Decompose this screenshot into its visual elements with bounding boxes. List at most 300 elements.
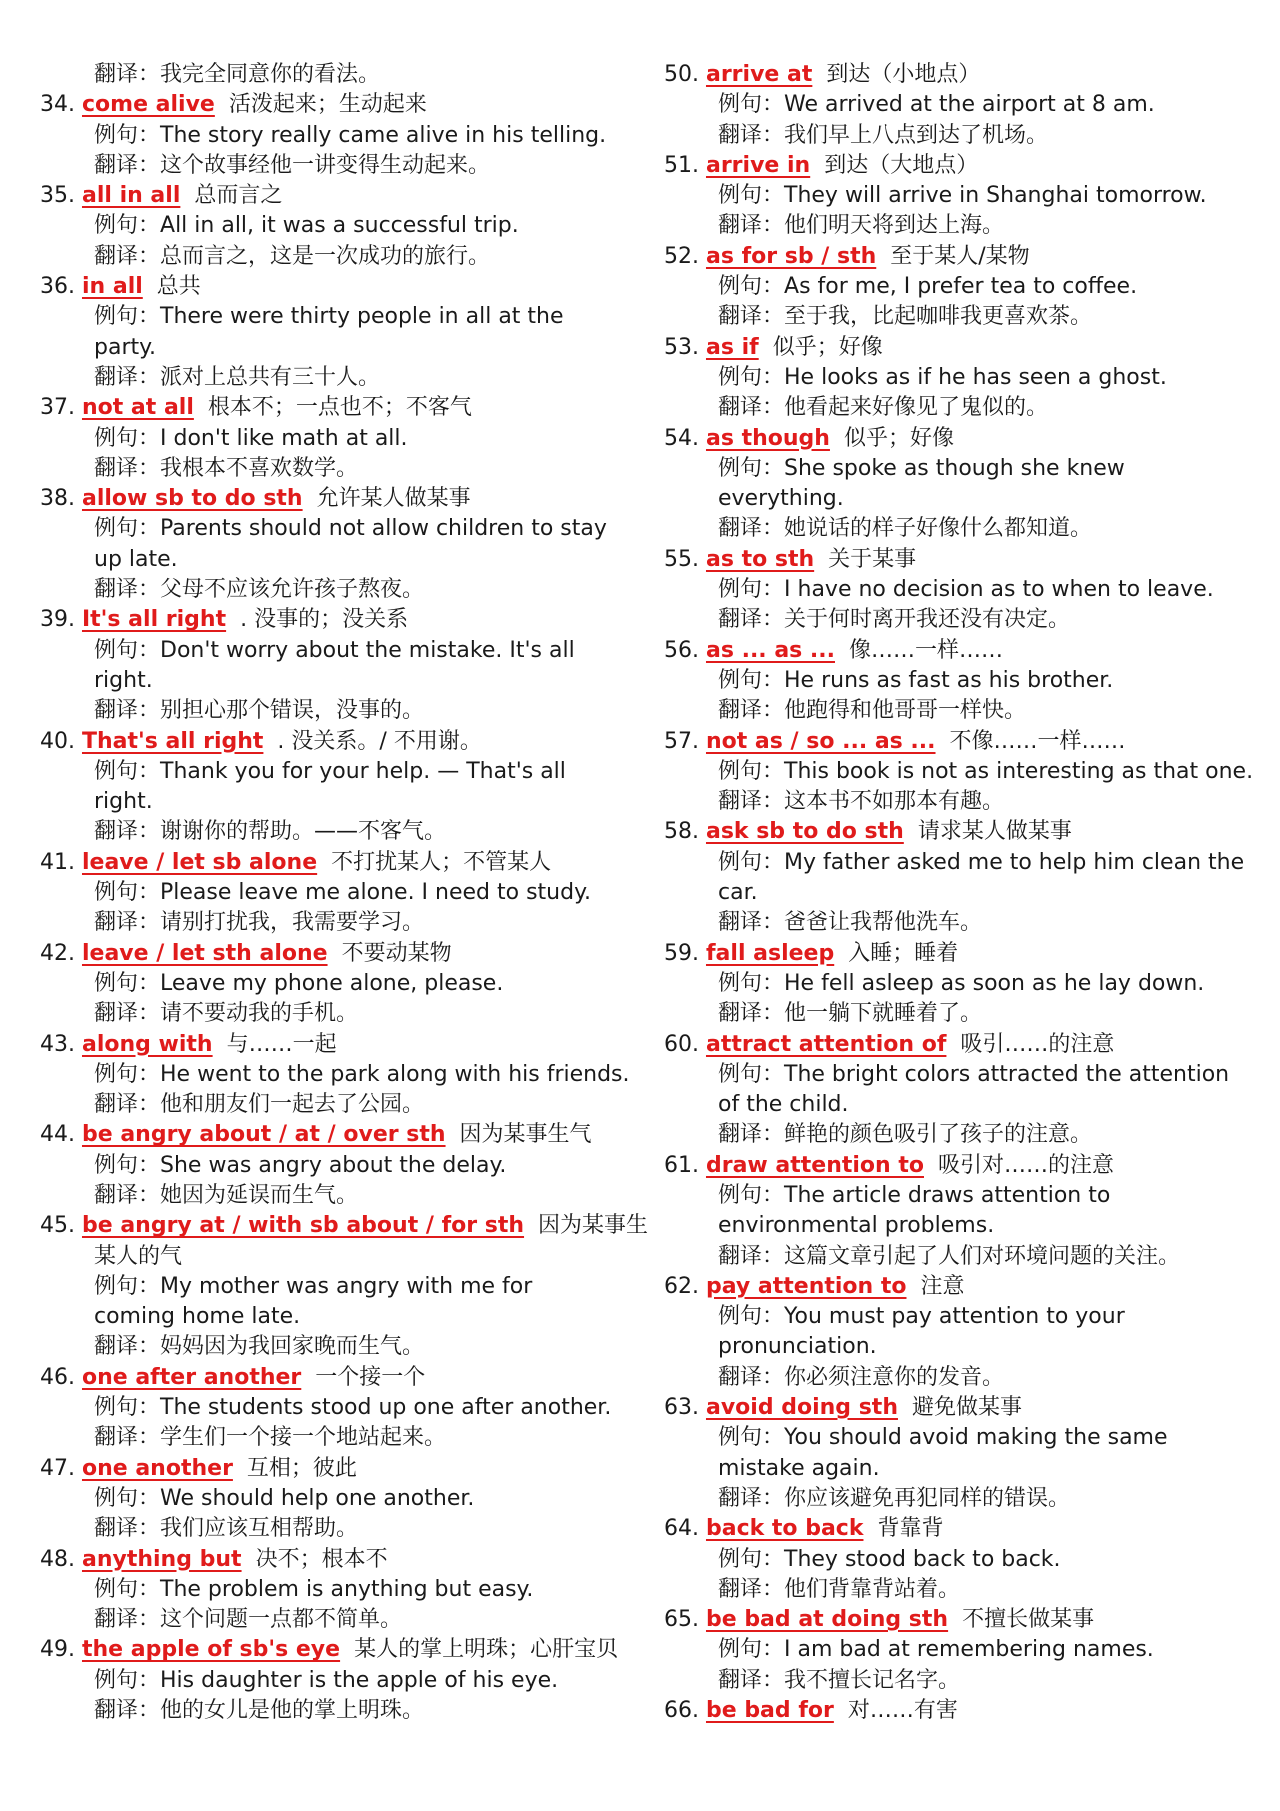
- entry-heading: [40, 272, 640, 302]
- phrase-term: attract attention of: [705, 1031, 947, 1057]
- example-sentence: [664, 272, 1272, 302]
- phrase-term: anything but: [81, 1546, 242, 1572]
- example-sentence: [664, 90, 1272, 120]
- example-sentence: [40, 121, 640, 151]
- phrase-meaning: 至于某人/某物: [890, 243, 1030, 269]
- phrase-entry: [40, 1120, 640, 1211]
- example-sentence: [40, 1060, 640, 1090]
- example-text: Please leave me alone. I need to study.: [160, 880, 591, 906]
- entry-number: 42.: [40, 940, 82, 966]
- translation-sentence: [40, 817, 640, 847]
- entry-heading: [664, 545, 1272, 575]
- translation-text: 鲜艳的颜色吸引了孩子的注意。: [784, 1122, 1093, 1148]
- translation-text: 学生们一个接一个地站起来。: [160, 1425, 447, 1451]
- example-text: There were thirty people in all at the: [160, 304, 564, 330]
- translation-label: 翻译：: [718, 910, 785, 936]
- phrase-term: as if: [705, 334, 759, 360]
- phrase-entry: [664, 817, 1272, 938]
- phrase-entry: [664, 545, 1272, 636]
- phrase-meaning: 允许某人做某事: [316, 486, 471, 512]
- entry-number: 57.: [664, 728, 706, 754]
- translation-text: 我根本不喜欢数学。: [160, 455, 359, 481]
- entry-heading: [664, 1696, 1272, 1726]
- example-label: 例句：: [718, 1546, 785, 1572]
- example-sentence: [664, 666, 1272, 696]
- translation-text: 你应该避免再犯同样的错误。: [784, 1485, 1071, 1511]
- example-text: As for me, I prefer tea to coffee.: [784, 274, 1138, 300]
- entry-heading: [664, 1030, 1272, 1060]
- example-sentence-continued: [40, 545, 640, 575]
- example-label: 例句：: [94, 122, 161, 148]
- translation-text: 我们应该互相帮助。: [160, 1516, 359, 1542]
- phrase-term: leave / let sth alone: [81, 940, 328, 966]
- entry-number: 43.: [40, 1031, 82, 1057]
- example-label: 例句：: [94, 516, 161, 542]
- translation-label: 翻译：: [94, 243, 161, 269]
- entry-heading: [40, 1454, 640, 1484]
- translation-label: 翻译：: [94, 455, 161, 481]
- translation-label: 翻译：: [718, 698, 785, 724]
- phrase-entry: [40, 848, 640, 939]
- translation-text: 谢谢你的帮助。——不客气。: [160, 819, 447, 845]
- phrase-entry: [664, 1696, 1272, 1726]
- translation-label: 翻译：: [718, 1001, 785, 1027]
- translation-sentence: [40, 696, 640, 726]
- phrase-term: one another: [81, 1455, 233, 1481]
- entry-number: 45.: [40, 1213, 82, 1239]
- example-text: Leave my phone alone, please.: [160, 970, 504, 996]
- translation-sentence: [40, 242, 640, 272]
- translation-sentence: [664, 211, 1272, 241]
- translation-label: 翻译：: [718, 607, 785, 633]
- translation-label: 翻译：: [94, 1182, 161, 1208]
- phrase-term: be bad for: [705, 1698, 834, 1724]
- example-label: 例句：: [718, 455, 785, 481]
- phrase-meaning: 像……一样……: [849, 637, 1004, 663]
- translation-sentence: [40, 454, 640, 484]
- translation-label: 翻译：: [94, 364, 161, 390]
- example-sentence-continued: [664, 484, 1272, 514]
- entry-number: 50.: [664, 62, 706, 87]
- translation-sentence: [40, 1605, 640, 1635]
- phrase-entry: [664, 1605, 1272, 1696]
- phrase-term: allow sb to do sth: [81, 486, 303, 512]
- phrase-entry: [664, 636, 1272, 727]
- example-label: 例句：: [94, 970, 161, 996]
- translation-sentence: [664, 302, 1272, 332]
- translation-text: 这个故事经他一讲变得生动起来。: [160, 152, 491, 178]
- translation-label: 翻译：: [94, 1425, 161, 1451]
- example-sentence: [664, 575, 1272, 605]
- example-label: 例句：: [718, 849, 785, 875]
- example-text: The students stood up one after another.: [160, 1395, 612, 1421]
- translation-sentence: [664, 1242, 1272, 1272]
- example-label: 例句：: [94, 758, 161, 784]
- translation-sentence: [40, 999, 640, 1029]
- phrase-meaning: 与……一起: [226, 1031, 337, 1057]
- example-sentence-continued: [40, 1302, 640, 1332]
- example-text: Don't worry about the mistake. It's all: [160, 637, 575, 663]
- entry-number: 66.: [664, 1698, 706, 1724]
- example-text: I have no decision as to when to leave.: [784, 577, 1214, 603]
- right-entry-list: [664, 60, 1272, 1726]
- translation-sentence: [40, 1090, 640, 1120]
- entry-heading: [664, 333, 1272, 363]
- entry-number: 59.: [664, 940, 706, 966]
- phrase-meaning: 总而言之: [194, 183, 283, 209]
- translation-text: 至于我，比起咖啡我更喜欢茶。: [784, 304, 1093, 330]
- translation-sentence: [40, 1423, 640, 1453]
- phrase-term: not at all: [81, 395, 194, 421]
- example-sentence: [40, 1272, 640, 1302]
- entry-heading: [664, 636, 1272, 666]
- translation-label: 翻译：: [94, 152, 161, 178]
- phrase-meaning: 总共: [156, 274, 201, 300]
- example-text: My father asked me to help him clean the: [784, 849, 1245, 875]
- translation-sentence: [664, 393, 1272, 423]
- translation-sentence: [40, 363, 640, 393]
- phrase-entry: [40, 605, 640, 726]
- example-sentence: [40, 1393, 640, 1423]
- translation-text: 别担心那个错误，没事的。: [160, 698, 425, 724]
- example-text: party.: [94, 334, 156, 360]
- entry-number: 37.: [40, 395, 82, 421]
- phrase-meaning: 吸引对……的注意: [938, 1152, 1115, 1178]
- example-sentence: [664, 1181, 1272, 1211]
- example-label: 例句：: [94, 1395, 161, 1421]
- left-entry-list: [40, 90, 649, 1726]
- example-sentence-continued: [664, 1211, 1272, 1241]
- entry-number: 56.: [664, 637, 706, 663]
- example-sentence-continued: [40, 333, 640, 363]
- translation-label: 翻译：: [94, 577, 161, 603]
- translation-label: 翻译：: [94, 1092, 161, 1118]
- phrase-entry: [40, 181, 640, 272]
- translation-text: 请不要动我的手机。: [160, 1001, 359, 1027]
- translation-sentence: [664, 696, 1272, 726]
- translation-sentence: [40, 1696, 640, 1726]
- phrase-entry: [664, 242, 1272, 333]
- example-text: The problem is anything but easy.: [160, 1576, 534, 1602]
- phrase-term: as for sb / sth: [705, 243, 877, 269]
- example-text: We arrived at the airport at 8 am.: [784, 92, 1155, 118]
- example-label: 例句：: [718, 577, 785, 603]
- translation-sentence: [664, 1666, 1272, 1696]
- entry-heading: [40, 393, 640, 423]
- entry-heading: [664, 1151, 1272, 1181]
- phrase-entry: [40, 1545, 640, 1636]
- entry-heading: [664, 424, 1272, 454]
- entry-heading: [40, 1030, 640, 1060]
- example-sentence: [664, 1423, 1272, 1453]
- example-label: 例句：: [94, 880, 161, 906]
- translation-text: 请别打扰我，我需要学习。: [160, 910, 425, 936]
- phrase-entry: [40, 1030, 640, 1121]
- example-sentence: [40, 424, 640, 454]
- entry-number: 54.: [664, 425, 706, 451]
- translation-label: 翻译：: [718, 395, 785, 421]
- example-text: They will arrive in Shanghai tomorrow.: [784, 183, 1207, 209]
- translation-sentence: [664, 1120, 1272, 1150]
- translation-text: 这篇文章引起了人们对环境问题的关注。: [784, 1243, 1181, 1269]
- translation-label: 翻译：: [94, 698, 161, 724]
- phrase-entry: [40, 90, 640, 181]
- phrase-meaning: 不擅长做某事: [962, 1607, 1095, 1633]
- translation-text: 他和朋友们一起去了公园。: [160, 1092, 425, 1118]
- example-text: My mother was angry with me for: [160, 1273, 533, 1299]
- example-text: Thank you for your help. — That's all: [160, 758, 566, 784]
- example-label: 例句：: [94, 1485, 161, 1511]
- example-text: The article draws attention to: [784, 1182, 1111, 1208]
- entry-number: 40.: [40, 728, 82, 754]
- example-sentence-continued: [664, 878, 1272, 908]
- example-text: You should avoid making the same: [784, 1425, 1168, 1451]
- entry-heading: [664, 939, 1272, 969]
- translation-label: 翻译：: [718, 516, 785, 542]
- translation-text: 他的女儿是他的掌上明珠。: [160, 1698, 425, 1724]
- left-column: [40, 60, 649, 1726]
- entry-heading: [664, 242, 1272, 272]
- phrase-term: be angry at / with sb about / for sth: [81, 1213, 525, 1239]
- example-text: I am bad at remembering names.: [784, 1637, 1154, 1663]
- entry-number: 65.: [664, 1607, 706, 1633]
- phrase-entry: [40, 272, 640, 393]
- example-sentence: [664, 848, 1272, 878]
- translation-text: 总而言之，这是一次成功的旅行。: [160, 243, 491, 269]
- phrase-term: the apple of sb's eye: [81, 1637, 341, 1663]
- entry-number: 55.: [664, 546, 706, 572]
- translation-label: 翻译：: [94, 819, 161, 845]
- entry-heading: [40, 1363, 640, 1393]
- translation-sentence: [664, 1575, 1272, 1605]
- entry-heading: [664, 151, 1272, 181]
- example-text: The story really came alive in his telling.: [160, 122, 607, 148]
- translation-label: 翻译：: [94, 1698, 161, 1724]
- translation-text: 他跑得和他哥哥一样快。: [784, 698, 1027, 724]
- translation-label: 翻译：: [718, 304, 785, 330]
- example-sentence: [664, 454, 1272, 484]
- example-sentence-continued: [664, 1332, 1272, 1362]
- example-label: 例句：: [718, 1061, 785, 1087]
- entry-number: 51.: [664, 152, 706, 178]
- translation-sentence: [664, 787, 1272, 817]
- entry-heading: [40, 484, 640, 514]
- entry-number: 46.: [40, 1364, 82, 1390]
- example-label: 例句：: [94, 1152, 161, 1178]
- example-label: 例句：: [718, 1425, 785, 1451]
- phrase-meaning: 到达（小地点）: [826, 62, 981, 87]
- phrase-term: not as / so ... as ...: [705, 728, 936, 754]
- entry-heading: [664, 1514, 1272, 1544]
- phrase-term: ask sb to do sth: [705, 819, 904, 845]
- phrase-term: arrive at: [705, 62, 813, 87]
- example-text: of the child.: [718, 1092, 849, 1118]
- example-sentence: [664, 1060, 1272, 1090]
- example-text: right.: [94, 789, 153, 815]
- example-sentence: [664, 1635, 1272, 1665]
- example-sentence: [40, 1666, 640, 1696]
- entry-number: 52.: [664, 243, 706, 269]
- example-text: up late.: [94, 546, 178, 572]
- phrase-meaning: 不要动某物: [341, 940, 452, 966]
- translation-sentence: [40, 1332, 640, 1362]
- translation-text: 我不擅长记名字。: [784, 1667, 961, 1693]
- example-label: 例句：: [94, 1273, 161, 1299]
- example-text: He looks as if he has seen a ghost.: [784, 364, 1167, 390]
- entry-heading: [664, 727, 1272, 757]
- entry-number: 39.: [40, 607, 82, 633]
- phrase-entry: [664, 1514, 1272, 1605]
- phrase-meaning: 不像……一样……: [949, 728, 1126, 754]
- entry-number: 61.: [664, 1152, 706, 1178]
- entry-heading: [664, 1272, 1272, 1302]
- entry-number: 34.: [40, 92, 82, 118]
- phrase-meaning: 关于某事: [828, 546, 917, 572]
- example-text: She was angry about the delay.: [160, 1152, 507, 1178]
- example-sentence: [40, 514, 640, 544]
- entry-number: 62.: [664, 1273, 706, 1299]
- entry-heading: [40, 1120, 640, 1150]
- example-text: The bright colors attracted the attention: [784, 1061, 1230, 1087]
- entry-heading: [40, 181, 640, 211]
- example-text: You must pay attention to your: [784, 1304, 1125, 1330]
- example-label: 例句：: [718, 1637, 785, 1663]
- example-sentence: [40, 211, 640, 241]
- phrase-meaning: 一个接一个: [315, 1364, 426, 1390]
- phrase-term: one after another: [81, 1364, 302, 1390]
- phrase-term: pay attention to: [705, 1273, 907, 1299]
- example-text: He went to the park along with his friends.: [160, 1061, 630, 1087]
- translation-text: 派对上总共有三十人。: [160, 364, 381, 390]
- translation-sentence: [664, 605, 1272, 635]
- translation-text: 他们背靠背站着。: [784, 1576, 961, 1602]
- example-text: environmental problems.: [718, 1213, 995, 1239]
- entry-heading: [664, 817, 1272, 847]
- phrase-term: arrive in: [705, 152, 811, 178]
- translation-label: 翻译：: [94, 910, 161, 936]
- entry-number: 47.: [40, 1455, 82, 1481]
- phrase-meaning: 活泼起来；生动起来: [228, 92, 427, 118]
- example-sentence: [664, 969, 1272, 999]
- phrase-term: in all: [81, 274, 143, 300]
- phrase-meaning: 注意: [920, 1273, 965, 1299]
- translation-label: 翻译：: [718, 789, 785, 815]
- entry-number: 64.: [664, 1516, 706, 1542]
- translation-text: 他一躺下就睡着了。: [784, 1001, 983, 1027]
- entry-heading: [40, 1545, 640, 1575]
- translation-sentence: [664, 908, 1272, 938]
- example-text: This book is not as interesting as that one.: [784, 758, 1254, 784]
- translation-sentence: [664, 1484, 1272, 1514]
- translation-text: 他们明天将到达上海。: [784, 213, 1005, 239]
- phrase-entry: [664, 1151, 1272, 1272]
- translation-label: 翻译：: [718, 1364, 785, 1390]
- example-text: everything.: [718, 486, 844, 512]
- phrase-meaning: . 没关系。/ 不用谢。: [277, 728, 482, 754]
- translation-sentence: [664, 514, 1272, 544]
- entry-heading: [40, 848, 640, 878]
- phrase-entry: [664, 333, 1272, 424]
- example-sentence: [40, 757, 640, 787]
- example-sentence: [664, 1302, 1272, 1332]
- phrase-term: be bad at doing sth: [705, 1607, 949, 1633]
- phrase-term: back to back: [705, 1516, 864, 1542]
- example-sentence-continued: [664, 1090, 1272, 1120]
- translation-text: 父母不应该允许孩子熬夜。: [160, 577, 425, 603]
- translation-text: 关于何时离开我还没有决定。: [784, 607, 1071, 633]
- entry-heading: [664, 60, 1272, 90]
- example-text: He runs as fast as his brother.: [784, 667, 1114, 693]
- translation-text: 我们早上八点到达了机场。: [784, 122, 1049, 148]
- entry-number: 60.: [664, 1031, 706, 1057]
- entry-number: 49.: [40, 1637, 82, 1663]
- phrase-term: along with: [81, 1031, 213, 1057]
- example-label: 例句：: [718, 92, 785, 118]
- translation-label: 翻译：: [718, 1667, 785, 1693]
- phrase-entry: [664, 60, 1272, 151]
- phrase-entry: [40, 939, 640, 1030]
- phrase-entry: [664, 151, 1272, 242]
- right-column: [664, 60, 1272, 1726]
- phrase-meaning: 到达（大地点）: [824, 152, 979, 178]
- translation-sentence: [664, 999, 1272, 1029]
- phrase-meaning-continued: 某人的气: [94, 1243, 183, 1269]
- example-text: His daughter is the apple of his eye.: [160, 1667, 559, 1693]
- phrase-entry: [664, 727, 1272, 818]
- phrase-entry: [40, 1635, 640, 1726]
- example-sentence: [664, 363, 1272, 393]
- example-sentence: [664, 181, 1272, 211]
- phrase-meaning: 吸引……的注意: [960, 1031, 1115, 1057]
- example-label: 例句：: [718, 970, 785, 996]
- entry-number: 38.: [40, 486, 82, 512]
- phrase-term: It's all right: [81, 607, 227, 633]
- phrase-meaning: 因为某事生: [538, 1213, 649, 1239]
- example-sentence: [40, 636, 640, 666]
- example-label: 例句：: [718, 1182, 785, 1208]
- phrase-meaning: 对……有害: [847, 1698, 958, 1724]
- translation-text: 这个问题一点都不简单。: [160, 1607, 403, 1633]
- entry-heading: [40, 605, 640, 635]
- entry-number: 58.: [664, 819, 706, 845]
- phrase-entry: [40, 1363, 640, 1454]
- phrase-meaning: 根本不；一点也不；不客气: [207, 395, 472, 421]
- example-sentence: [40, 878, 640, 908]
- translation-text: 妈妈因为我回家晚而生气。: [160, 1334, 425, 1360]
- phrase-entry: [40, 393, 640, 484]
- example-label: 例句：: [94, 637, 161, 663]
- example-text: I don't like math at all.: [160, 425, 408, 451]
- entry-heading: [664, 1605, 1272, 1635]
- entry-number: 41.: [40, 849, 82, 875]
- phrase-entry: [40, 727, 640, 848]
- translation-sentence: [664, 121, 1272, 151]
- example-sentence-continued: [664, 1454, 1272, 1484]
- example-text: He fell asleep as soon as he lay down.: [784, 970, 1205, 996]
- entry-heading: [40, 1635, 640, 1665]
- phrase-meaning: 不打扰某人；不管某人: [331, 849, 552, 875]
- example-sentence: [40, 1484, 640, 1514]
- example-sentence: [40, 302, 640, 332]
- entry-number: 35.: [40, 183, 82, 209]
- phrase-term: fall asleep: [705, 940, 835, 966]
- example-text: car.: [718, 880, 758, 906]
- phrase-term: leave / let sb alone: [81, 849, 318, 875]
- phrase-term: as to sth: [705, 546, 815, 572]
- example-sentence: [40, 1151, 640, 1181]
- translation-text: 爸爸让我帮他洗车。: [784, 910, 983, 936]
- example-label: 例句：: [718, 274, 785, 300]
